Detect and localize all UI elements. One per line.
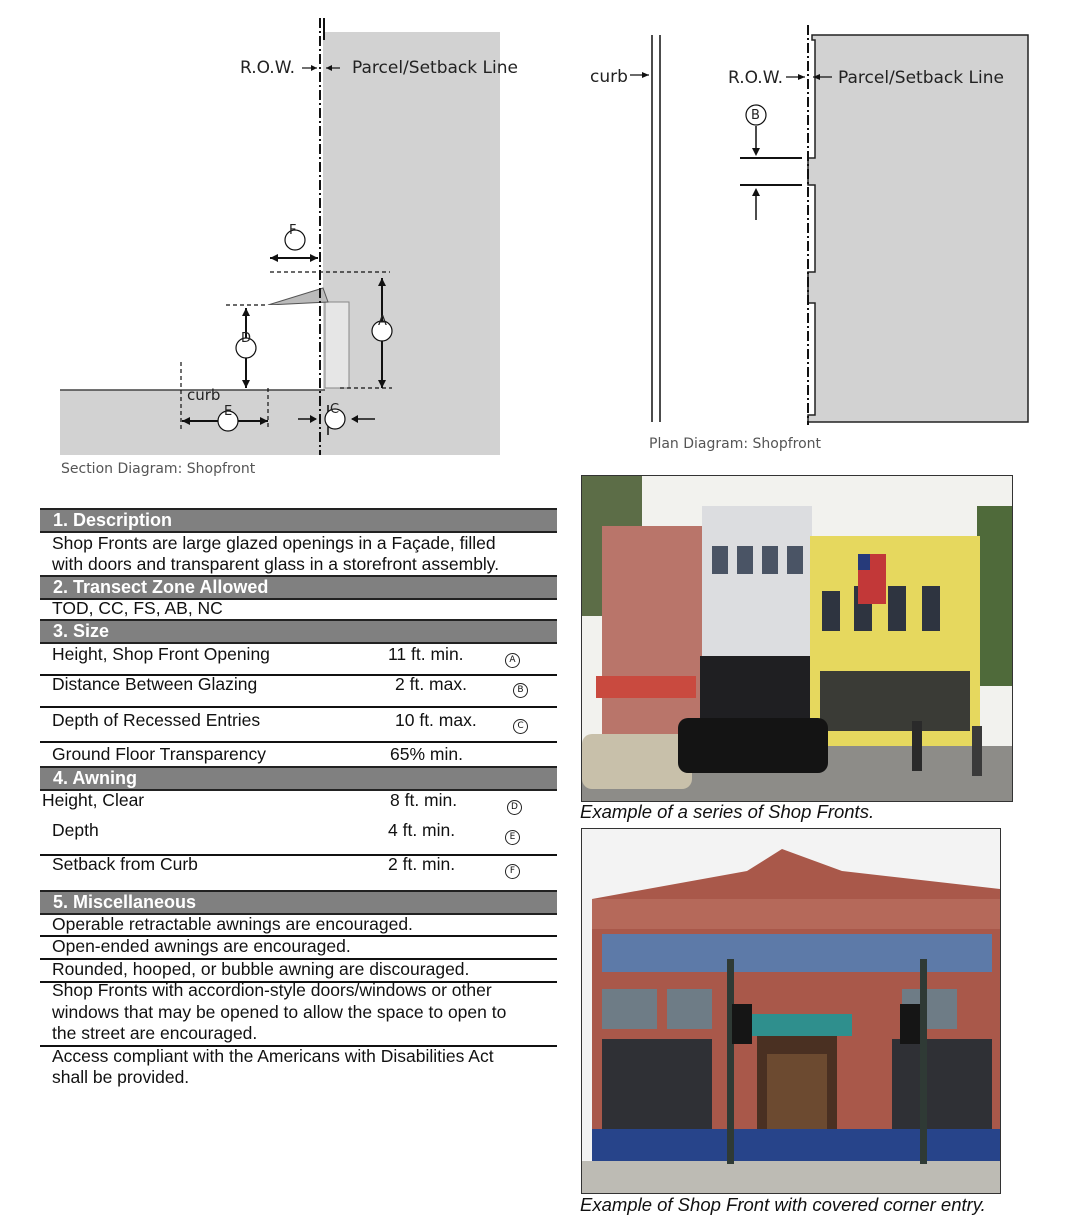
awning-row-value: 8 ft. min. xyxy=(390,790,458,810)
size-row-label: Height, Shop Front Opening xyxy=(52,644,270,664)
misc-line: Operable retractable awnings are encouraged. xyxy=(52,914,413,934)
awning-row-marker: E xyxy=(505,830,520,845)
awning-row-value: 2 ft. min. xyxy=(388,854,456,874)
size-row-marker: C xyxy=(513,719,528,734)
misc-line: Access compliant with the Americans with Disabilities Act xyxy=(52,1046,494,1066)
description-line-2: with doors and transparent glass in a storefront assembly. xyxy=(52,554,500,574)
misc-line: Open-ended awnings are encouraged. xyxy=(52,936,351,956)
plan-curb-label: curb xyxy=(590,67,628,87)
plan-row-label: R.O.W. xyxy=(728,68,783,88)
awning-row-marker: F xyxy=(505,864,520,879)
section-1-header: 1. Description xyxy=(40,508,557,533)
marker-d-label: D xyxy=(241,331,252,346)
description-line-1: Shop Fronts are large glazed openings in a Façade, filled xyxy=(52,533,496,553)
section-4-header: 4. Awning xyxy=(40,766,557,791)
misc-line: windows that may be opened to allow the space to open to xyxy=(52,1002,507,1022)
misc-line: Shop Fronts with accordion-style doors/windows or other xyxy=(52,980,492,1000)
marker-c-label: C xyxy=(330,402,340,417)
size-row-value: 11 ft. min. xyxy=(388,644,464,664)
photo-caption-2: Example of Shop Front with covered corner entry. xyxy=(580,1194,986,1215)
photo-caption-1: Example of a series of Shop Fronts. xyxy=(580,801,875,822)
marker-b-label: B xyxy=(751,108,760,123)
transect-zones: TOD, CC, FS, AB, NC xyxy=(52,598,223,618)
section-2-header: 2. Transect Zone Allowed xyxy=(40,575,557,600)
awning-row-value: 4 ft. min. xyxy=(388,820,456,840)
photo-shop-fronts-series xyxy=(581,475,1013,802)
awning-row-label: Depth xyxy=(52,820,99,840)
section-caption: Section Diagram: Shopfront xyxy=(61,461,256,477)
size-row-label: Depth of Recessed Entries xyxy=(52,710,261,730)
size-row-label: Ground Floor Transparency xyxy=(52,744,266,764)
misc-line: the street are encouraged. xyxy=(52,1023,258,1043)
misc-line: Rounded, hooped, or bubble awning are discouraged. xyxy=(52,959,470,979)
size-row-value: 2 ft. max. xyxy=(395,674,467,694)
size-row-label: Distance Between Glazing xyxy=(52,674,258,694)
awning-row-label: Height, Clear xyxy=(42,790,145,810)
size-row-value: 10 ft. max. xyxy=(395,710,477,730)
marker-e-label: F xyxy=(289,223,297,238)
section-row-label: R.O.W. xyxy=(240,58,295,78)
marker-f-label: E xyxy=(224,404,233,419)
size-row-value: 65% min. xyxy=(390,744,463,764)
size-row-marker: B xyxy=(513,683,528,698)
section-5-header: 5. Miscellaneous xyxy=(40,890,557,915)
awning-row-label: Setback from Curb xyxy=(52,854,198,874)
section-diagram xyxy=(40,10,520,480)
awning-row-marker: D xyxy=(507,800,522,815)
section-3-header: 3. Size xyxy=(40,619,557,644)
photo-corner-entry xyxy=(581,828,1001,1194)
section-parcel-label: Parcel/Setback Line xyxy=(352,58,518,78)
plan-parcel-label: Parcel/Setback Line xyxy=(838,68,1004,88)
standards-table xyxy=(40,508,557,1108)
marker-a-label: A xyxy=(378,314,387,329)
section-curb-label: curb xyxy=(187,386,221,404)
misc-line: shall be provided. xyxy=(52,1067,190,1087)
size-row-marker: A xyxy=(505,653,520,668)
plan-caption: Plan Diagram: Shopfront xyxy=(649,436,822,452)
